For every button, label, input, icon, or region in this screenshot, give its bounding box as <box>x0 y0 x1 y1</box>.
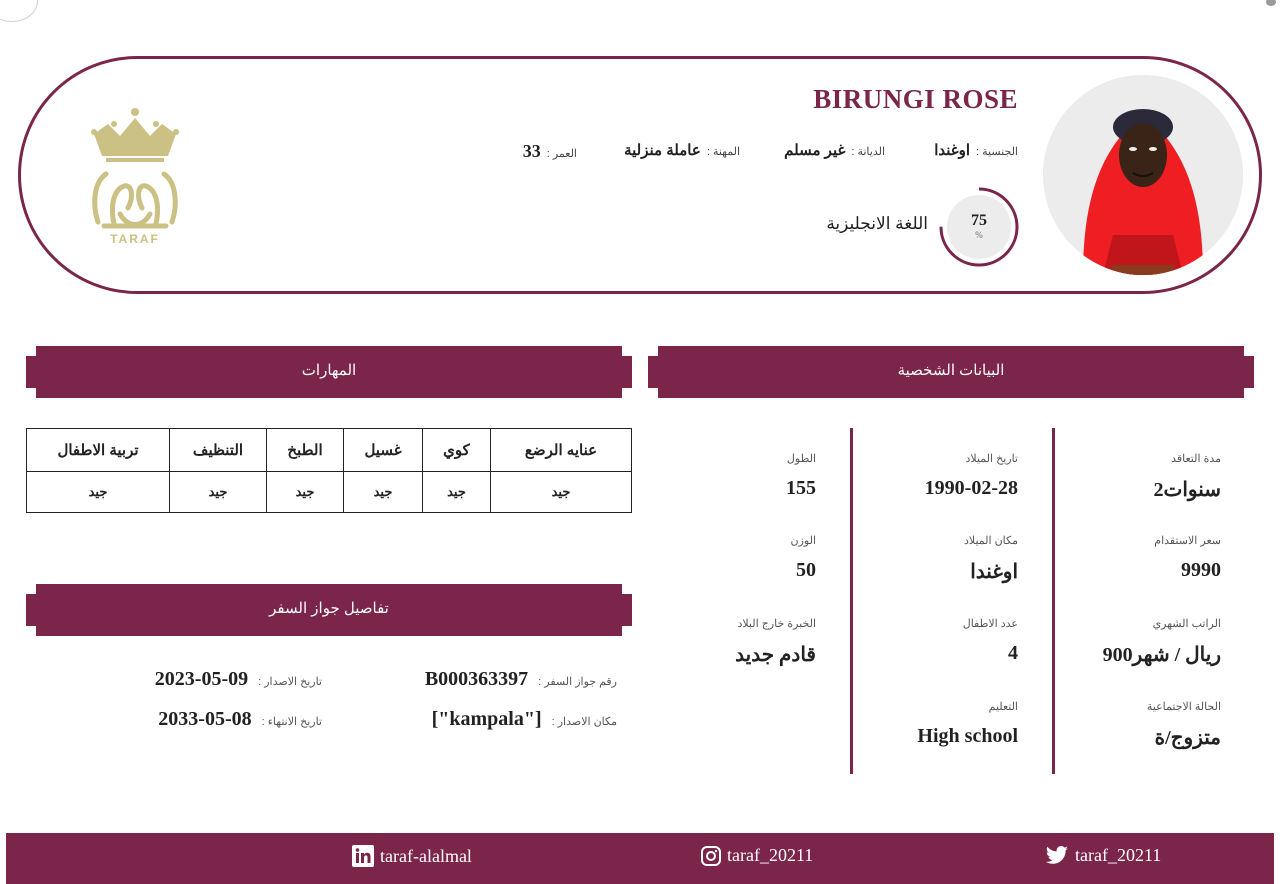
height-field <box>786 452 816 500</box>
skill-header: كوي <box>423 429 491 472</box>
pob-value: اوغندا <box>970 561 1018 583</box>
skills-table <box>26 428 632 513</box>
pob-field <box>964 534 1018 584</box>
nationality <box>934 141 1018 159</box>
marital-field <box>1147 700 1221 750</box>
salary-field <box>1103 617 1221 667</box>
height-value: 155 <box>786 477 816 499</box>
fee-field <box>1154 534 1221 582</box>
skill-value: جيد <box>344 472 423 513</box>
children-value: 4 <box>1008 642 1018 664</box>
age-label: العمر : <box>546 148 577 160</box>
experience-field <box>735 617 816 667</box>
fee-value: 9990 <box>1181 559 1221 581</box>
children-field <box>963 617 1018 665</box>
marital-label: الحالة الاجتماعية <box>1146 701 1221 713</box>
contract-value: 2سنوات <box>1153 479 1221 501</box>
dob-label: تاريخ الميلاد <box>965 453 1018 465</box>
twitter-handle: taraf_20211 <box>1075 845 1162 865</box>
nationality-label: الجنسية : <box>976 146 1018 158</box>
worker-name: BIRUNGI ROSE <box>813 84 1018 114</box>
dob-value: 1990-02-28 <box>924 477 1018 499</box>
passport-place-value: ["kampala"] <box>431 708 542 730</box>
religion <box>784 141 885 159</box>
passport-issue-label: تاريخ الاصدار : <box>258 676 322 688</box>
education-value: High school <box>917 725 1018 747</box>
passport-section-header <box>26 584 632 636</box>
dob-field <box>925 452 1018 500</box>
scrollbar-thumb[interactable] <box>1266 0 1276 6</box>
skills-value-row <box>27 472 632 513</box>
language-score: 75 <box>971 212 987 229</box>
twitter-link[interactable] <box>1045 845 1161 866</box>
skill-value: جيد <box>423 472 491 513</box>
instagram-handle: taraf_20211 <box>727 845 814 865</box>
experience-label: الخبرة خارج البلاد <box>737 618 816 630</box>
column-divider <box>1052 428 1055 774</box>
weight-value: 50 <box>796 559 816 581</box>
profession <box>624 141 740 159</box>
profession-label: المهنة : <box>706 146 740 158</box>
passport-place <box>432 708 617 731</box>
skill-value: جيد <box>170 472 267 513</box>
skills-section-title: المهارات <box>301 362 357 379</box>
contract-label: مدة التعاقد <box>1171 453 1221 465</box>
nationality-value: اوغندا <box>934 142 971 159</box>
logo-text: TARAF <box>110 232 160 246</box>
weight-label: الوزن <box>790 535 816 547</box>
skill-value: جيد <box>27 472 170 513</box>
skill-header: غسيل <box>344 429 423 472</box>
skill-value: جيد <box>491 472 632 513</box>
twitter-icon <box>1045 846 1069 866</box>
skills-section-header <box>26 346 632 398</box>
passport-number-value: B000363397 <box>424 668 529 690</box>
passport-place-label: مكان الاصدار : <box>551 716 617 728</box>
passport-issue <box>155 668 322 691</box>
profession-value: عاملة منزلية <box>624 142 701 159</box>
skill-header: عنايه الرضع <box>491 429 632 472</box>
personal-section-header <box>648 346 1254 398</box>
passport-number-label: رقم جواز السفر : <box>538 676 617 688</box>
weight-field <box>791 534 816 582</box>
decorative-circle <box>0 0 38 22</box>
instagram-link[interactable] <box>701 845 813 866</box>
avatar <box>1043 75 1243 275</box>
religion-value: غير مسلم <box>784 142 846 159</box>
column-divider <box>850 428 853 774</box>
skill-header: تربية الاطفال <box>27 429 170 472</box>
religion-label: الديانة : <box>851 146 885 158</box>
skill-header: الطبخ <box>267 429 344 472</box>
contract-field <box>1153 452 1221 502</box>
passport-expiry-label: تاريخ الانتهاء : <box>261 716 322 728</box>
age <box>523 141 577 162</box>
education-label: التعليم <box>988 701 1018 713</box>
personal-section-title: البيانات الشخصية <box>897 362 1005 379</box>
marital-value: متزوج/ة <box>1154 727 1221 749</box>
skill-value: جيد <box>267 472 344 513</box>
children-label: عدد الاطفال <box>962 618 1018 630</box>
passport-number <box>425 668 617 691</box>
experience-value: قادم جديد <box>735 644 816 666</box>
passport-issue-value: 2023-05-09 <box>154 668 249 690</box>
pob-label: مكان الميلاد <box>963 535 1018 547</box>
salary-value: 900ريال / شهر <box>1102 644 1221 666</box>
linkedin-handle: taraf-alalmal <box>380 845 472 866</box>
passport-section-title: تفاصيل جواز السفر <box>269 600 389 617</box>
linkedin-link[interactable] <box>352 845 472 867</box>
fee-label: سعر الاستقدام <box>1154 535 1221 547</box>
education-field <box>917 700 1018 748</box>
instagram-icon <box>701 846 721 866</box>
passport-expiry <box>158 708 322 731</box>
language-percent-unit: % <box>975 230 983 240</box>
taraf-logo <box>84 104 186 248</box>
salary-label: الراتب الشهري <box>1152 618 1221 630</box>
passport-expiry-value: 2033-05-08 <box>158 708 252 730</box>
language-label: اللغة الانجليزية <box>826 214 928 233</box>
skill-header: التنظيف <box>170 429 267 472</box>
linkedin-icon <box>352 845 374 867</box>
height-label: الطول <box>786 453 816 465</box>
age-value: 33 <box>522 141 541 161</box>
skills-header-row <box>27 429 632 472</box>
